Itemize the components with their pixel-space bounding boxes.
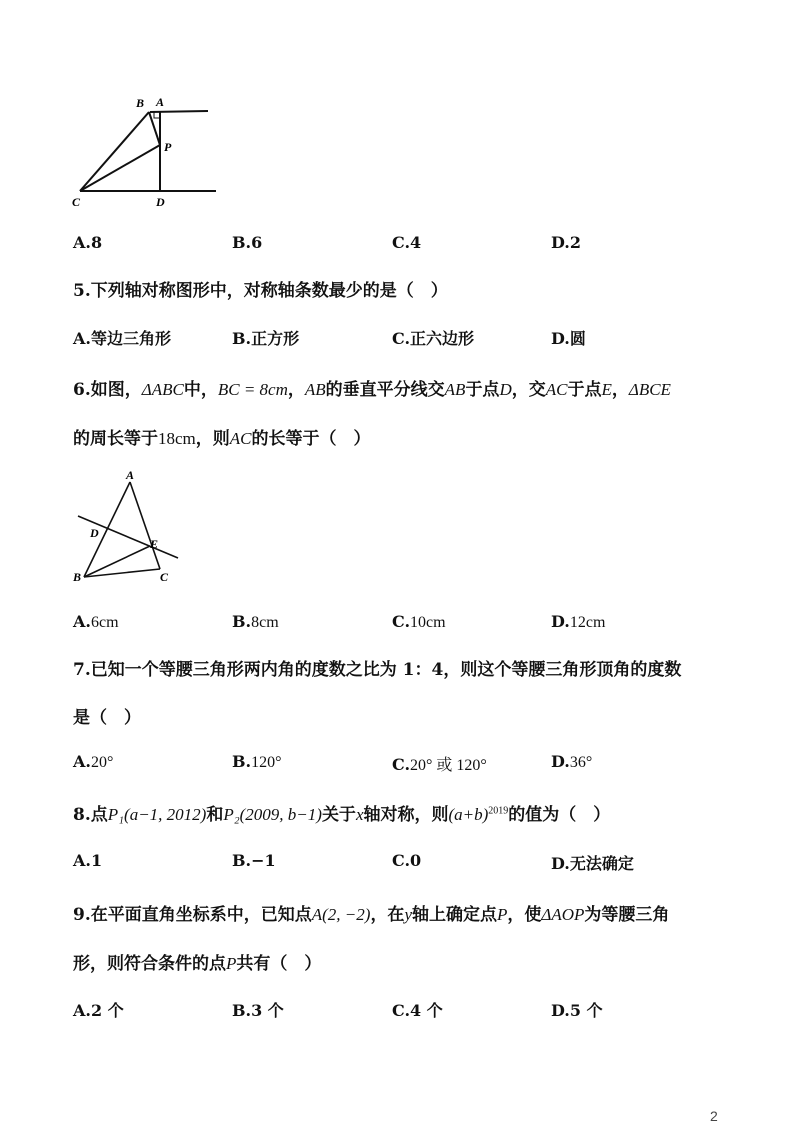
q6-option-d[interactable]: D.12cm (551, 612, 606, 631)
q7-option-b[interactable]: B.120° (232, 752, 282, 771)
q7-option-a[interactable]: A.20° (73, 752, 114, 771)
q8-option-b[interactable]: B.−1 (232, 851, 276, 870)
q4-option-b[interactable]: B.6 (232, 233, 263, 252)
q6-option-c[interactable]: C.10cm (392, 612, 446, 631)
fig2-label-D: D (90, 526, 99, 540)
label-A: A (156, 95, 165, 109)
q5-option-c[interactable]: C.正六边形 (392, 329, 475, 348)
figure-triangle-bisector (70, 468, 190, 593)
q8-stem: 8.点P₁(a−1, 2012)和P₂(2009, b−1)关于x轴对称，则$(a+b)^{2019}$的值为（ ） (73, 805, 611, 825)
q5-option-b[interactable]: B.正方形 (232, 329, 300, 348)
q6-option-b[interactable]: B.8cm (232, 612, 279, 631)
q7-option-d[interactable]: D.36° (551, 752, 593, 771)
q9-option-a[interactable]: A.2 个 (73, 1001, 124, 1020)
figure-parallel-lines (60, 90, 230, 215)
fig2-label-B: B (73, 570, 82, 584)
page-number: 2 (710, 1108, 718, 1124)
fig2-label-A: A (126, 468, 135, 482)
q4-option-a[interactable]: A.8 (73, 233, 103, 252)
q9-option-d[interactable]: D.5 个 (551, 1001, 603, 1020)
q9-option-c[interactable]: C.4 个 (392, 1001, 443, 1020)
q7-stem-line2: 是（ ） (73, 708, 141, 728)
q5-option-d[interactable]: D.圆 (551, 329, 586, 348)
q7-option-c[interactable]: C.20° 或 120° (392, 755, 487, 774)
q6-option-a[interactable]: A.6cm (73, 612, 119, 631)
q4-option-d[interactable]: D.2 (551, 233, 582, 252)
q6-stem-line1: 6.如图，ΔABC中，BC = 8cm，AB的垂直平分线交AB于点D，交AC于点E，ΔBCE (73, 380, 671, 400)
q5-stem: 5.下列轴对称图形中，对称轴条数最少的是（ ） (73, 281, 448, 301)
label-P: P (164, 140, 172, 154)
q6-stem-line2: 的周长等于18cm，则AC的长等于（ ） (73, 429, 371, 449)
label-C: C (72, 195, 81, 209)
label-D: D (156, 195, 165, 209)
q8-option-c[interactable]: C.0 (392, 851, 422, 870)
q9-stem-line2: 形，则符合条件的点P共有（ ） (73, 954, 322, 974)
q8-option-a[interactable]: A.1 (73, 851, 103, 870)
q4-option-c[interactable]: C.4 (392, 233, 422, 252)
label-B: B (136, 96, 145, 110)
fig2-label-E: E (150, 537, 159, 551)
fig2-label-C: C (160, 570, 169, 584)
q8-option-d[interactable]: D.无法确定 (551, 854, 634, 873)
q9-stem-line1: 9.在平面直角坐标系中，已知点A(2, −2)，在y轴上确定点P，使ΔAOP为等腰三角 (73, 905, 670, 925)
q5-option-a[interactable]: A.等边三角形 (73, 329, 171, 348)
q9-option-b[interactable]: B.3 个 (232, 1001, 284, 1020)
q7-stem-line1: 7.已知一个等腰三角形两内角的度数之比为 1：4，则这个等腰三角形顶角的度数 (73, 660, 682, 680)
